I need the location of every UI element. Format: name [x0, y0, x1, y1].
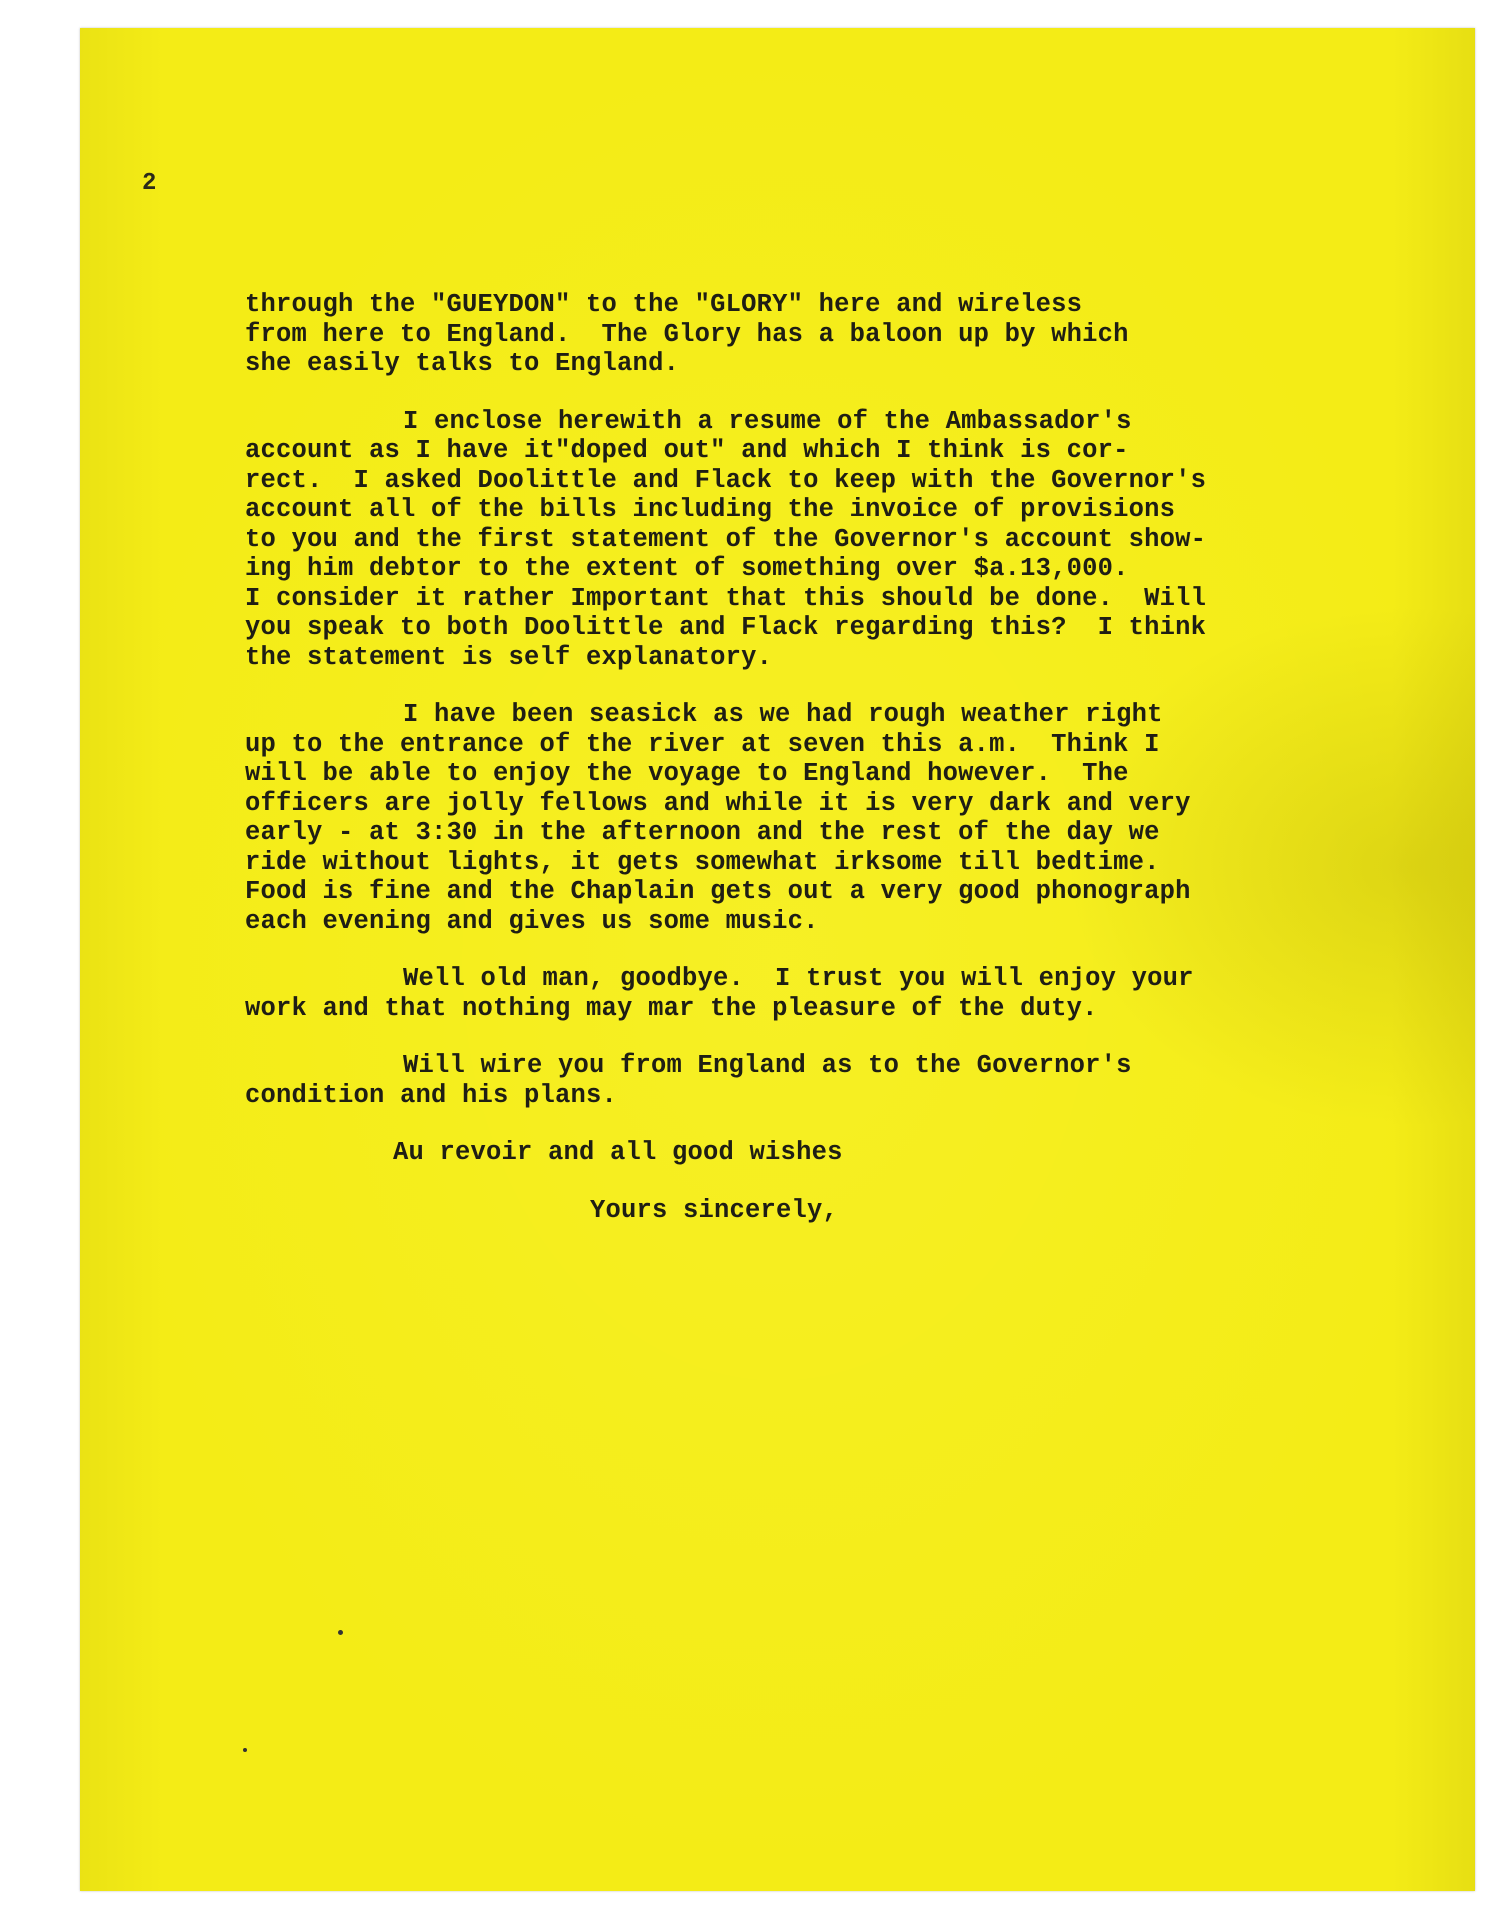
paragraph-5: [245, 1051, 1405, 1110]
text-line: I have been seasick as we had rough weather right: [403, 700, 1163, 729]
text-line: officers are jolly fellows and while it is very dark and very: [245, 788, 1191, 818]
paragraph-1: [245, 290, 1405, 379]
text-line: will be able to enjoy the voyage to England however. The: [245, 759, 1129, 788]
text-line: account all of the bills including the invoice of provisions: [245, 495, 1176, 524]
text-line: Will wire you from England as to the Governor's: [403, 1051, 1132, 1080]
paragraph-gap: [245, 1168, 1405, 1196]
text-line: to you and the first statement of the Governor's account show-: [245, 524, 1207, 554]
text-line: each evening and gives us some music.: [245, 906, 819, 936]
text-line: Well old man, goodbye. I trust you will enjoy your: [403, 964, 1194, 993]
text-line: work and that nothing may mar the pleasure of the duty.: [245, 993, 1098, 1023]
text-line: from here to England. The Glory has a baloon up by which: [245, 319, 1129, 349]
text-line: Food is fine and the Chaplain gets out a very good phonograph: [245, 877, 1191, 906]
text-line: condition and his plans.: [245, 1080, 618, 1110]
paragraph-gap: [245, 379, 1405, 407]
text-line: she easily talks to England.: [245, 349, 680, 378]
paragraph-gap: [245, 1023, 1405, 1051]
text-line: I enclose herewith a resume of the Ambassador's: [403, 406, 1132, 436]
text-line: through the "GUEYDON" to the "GLORY" here and wireless: [245, 290, 1083, 319]
text-line: ing him debtor to the extent of something over $a.13,000.: [245, 554, 1129, 583]
paragraph-gap: [245, 1110, 1405, 1138]
text-line: you speak to both Doolittle and Flack regarding this? I think: [245, 613, 1207, 642]
paragraph-4: [245, 964, 1405, 1023]
paragraph-3: [245, 700, 1405, 936]
paper-speck: [243, 1748, 247, 1752]
text-line: the statement is self explanatory.: [245, 642, 773, 672]
closing-signoff: Yours sincerely,: [590, 1195, 839, 1225]
page-number: 2: [142, 170, 157, 197]
paragraph-gap: [245, 936, 1405, 964]
text-line: up to the entrance of the river at seven this a.m. Think I: [245, 729, 1160, 759]
closing-farewell: Au revoir and all good wishes: [393, 1138, 843, 1167]
text-line: account as I have it"doped out" and which I think is cor-: [245, 436, 1129, 465]
letter-body: [245, 290, 1405, 1225]
text-line: I consider it rather Important that this should be done. Will: [245, 583, 1207, 613]
text-line: early - at 3:30 in the afternoon and the rest of the day we: [245, 818, 1160, 847]
text-line: rect. I asked Doolittle and Flack to keep with the Governor's: [245, 465, 1207, 495]
paragraph-2: [245, 407, 1405, 673]
paper-speck: [338, 1630, 343, 1635]
text-line: ride without lights, it gets somewhat irksome till bedtime.: [245, 847, 1160, 877]
paragraph-gap: [245, 672, 1405, 700]
